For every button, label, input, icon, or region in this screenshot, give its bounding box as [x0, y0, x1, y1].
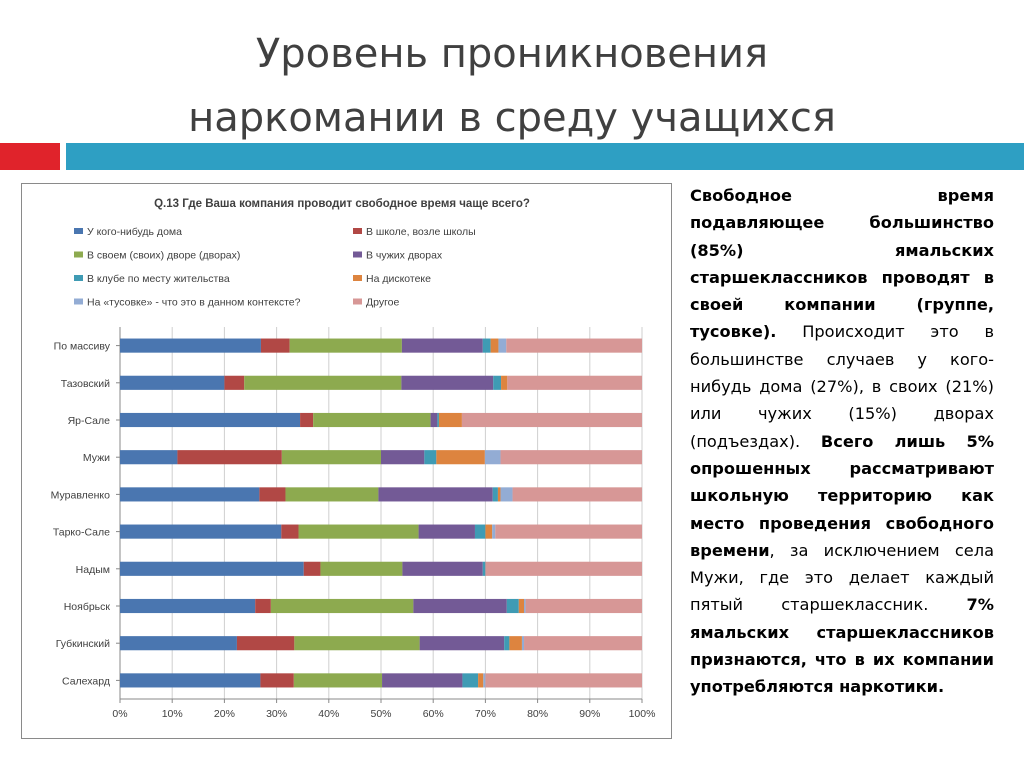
bar-segment: [485, 562, 642, 576]
x-tick-label: 90%: [579, 708, 601, 720]
bar-segment: [507, 376, 642, 390]
bar-segment: [237, 636, 294, 650]
bar-segment: [483, 339, 491, 353]
bar-segment: [420, 636, 505, 650]
category-label: Тарко-Сале: [52, 526, 110, 539]
bar-segment: [255, 599, 271, 613]
bar-segment: [436, 450, 485, 464]
category-label: Муравленко: [50, 489, 110, 502]
category-label: Надым: [75, 563, 110, 576]
bar-segment: [507, 599, 519, 613]
bar-segment: [320, 562, 402, 576]
bar-segment: [285, 487, 378, 501]
bar-segment: [462, 413, 642, 427]
bar-segment: [261, 339, 290, 353]
bar-segment: [120, 413, 300, 427]
x-tick-label: 0%: [112, 708, 128, 720]
x-tick-label: 80%: [527, 708, 549, 720]
bar-segment: [504, 636, 509, 650]
bar-segment: [120, 487, 259, 501]
bar-segment: [177, 450, 281, 464]
chart-title: Q.13 Где Ваша компания проводит свободное время чаще всего?: [154, 198, 530, 210]
x-tick-label: 100%: [628, 708, 656, 720]
accent-bar-red: [0, 143, 60, 170]
slide-title-line-1: Уровень проникновения: [255, 31, 769, 77]
legend-swatch: [353, 228, 362, 234]
bar-segment: [281, 525, 298, 539]
bar-segment: [431, 413, 438, 427]
bar-segment: [485, 525, 492, 539]
bar-segment: [439, 413, 462, 427]
bar-segment: [282, 450, 381, 464]
bar-segment: [120, 450, 177, 464]
summary-normal-2: , за исключением села Мужи, где это делает каждый пятый старшеклассник.: [690, 540, 994, 615]
category-label: Мужи: [82, 452, 110, 465]
bar-segment: [271, 599, 414, 613]
summary-bold-3: 7% ямальских старшеклассников признаются, что в их компании употребляются наркотики.: [690, 595, 994, 697]
bar-segment: [522, 636, 524, 650]
legend-swatch: [353, 275, 362, 281]
slide-title: [0, 22, 1024, 150]
bar-segment: [402, 562, 482, 576]
bar-segment: [244, 376, 401, 390]
bar-segment: [259, 487, 285, 501]
category-label: Салехард: [62, 675, 110, 688]
bar-segment: [493, 487, 498, 501]
summary-bold-1: Свободное время подавляющее большинство (85%) ямальских старшеклассников проводят в своей компании (группе, тусовке).: [690, 186, 994, 342]
bar-segment: [413, 599, 506, 613]
slide-title-line-2: наркомании в среду учащихся: [188, 95, 836, 141]
bar-segment: [382, 673, 462, 687]
category-label: Яр-Сале: [67, 415, 110, 427]
legend-label: В своем (своих) дворе (дворах): [87, 249, 241, 262]
category-label: Ноябрьск: [63, 601, 110, 613]
bar-segment: [378, 487, 492, 501]
bar-segment: [513, 487, 642, 501]
bar-segment: [381, 450, 424, 464]
legend-label: Другое: [366, 296, 400, 309]
bar-segment: [462, 673, 478, 687]
summary-text: [690, 182, 994, 701]
legend-swatch: [74, 299, 83, 305]
summary-bold-2: Всего лишь 5% опрошенных рассматривают школьную территорию как место проведения свободного времени: [690, 431, 994, 560]
bar-segment: [498, 487, 501, 501]
bar-segment: [290, 339, 402, 353]
bar-segment: [491, 339, 499, 353]
bar-segment: [294, 673, 382, 687]
category-label: Губкинский: [55, 638, 110, 651]
bar-segment: [120, 673, 260, 687]
bar-segment: [478, 673, 483, 687]
bar-segment: [475, 525, 485, 539]
bar-segment: [437, 413, 439, 427]
bar-segment: [483, 562, 486, 576]
bar-segment: [401, 376, 493, 390]
x-tick-label: 40%: [318, 708, 340, 720]
bar-segment: [299, 525, 419, 539]
bar-segment: [120, 562, 304, 576]
bar-segment: [495, 525, 642, 539]
bar-segment: [501, 376, 507, 390]
legend-label: На «тусовке» - что это в данном контексте?: [87, 296, 301, 309]
bar-segment: [498, 339, 506, 353]
bar-segment: [493, 376, 501, 390]
bar-segment: [506, 339, 642, 353]
legend-swatch: [74, 252, 83, 258]
stacked-bar-chart: [22, 184, 671, 738]
legend-label: У кого-нибудь дома: [87, 226, 182, 238]
legend-swatch: [353, 252, 362, 258]
bar-segment: [492, 525, 495, 539]
legend-label: На дискотеке: [366, 273, 431, 285]
bar-segment: [300, 413, 313, 427]
category-label: Тазовский: [60, 377, 110, 390]
x-tick-label: 60%: [422, 708, 444, 720]
bar-segment: [294, 636, 419, 650]
bar-segment: [120, 525, 281, 539]
x-tick-label: 20%: [213, 708, 235, 720]
accent-bar-blue: [66, 143, 1024, 170]
legend-label: В клубе по месту жительства: [87, 273, 230, 285]
bar-segment: [419, 525, 475, 539]
bar-segment: [526, 599, 642, 613]
x-tick-label: 50%: [370, 708, 392, 720]
bar-segment: [120, 599, 255, 613]
legend-swatch: [74, 228, 83, 234]
bar-segment: [501, 487, 513, 501]
bar-segment: [120, 636, 237, 650]
bar-segment: [485, 450, 501, 464]
legend-label: В чужих дворах: [366, 249, 443, 262]
chart-frame: [21, 183, 672, 739]
bar-segment: [313, 413, 430, 427]
bar-segment: [483, 673, 485, 687]
bar-segment: [260, 673, 293, 687]
bar-segment: [424, 450, 436, 464]
bar-segment: [519, 599, 524, 613]
x-tick-label: 70%: [474, 708, 496, 720]
legend-swatch: [353, 299, 362, 305]
bar-segment: [304, 562, 321, 576]
bar-segment: [509, 636, 522, 650]
bar-segment: [120, 376, 224, 390]
x-tick-label: 30%: [266, 708, 288, 720]
bar-segment: [402, 339, 483, 353]
category-label: По массиву: [53, 340, 110, 353]
bar-segment: [501, 450, 642, 464]
bar-segment: [224, 376, 244, 390]
legend-label: В школе, возле школы: [366, 226, 476, 238]
bar-segment: [485, 673, 642, 687]
bar-segment: [120, 339, 261, 353]
legend-swatch: [74, 275, 83, 281]
bar-segment: [524, 599, 526, 613]
summary-normal-1: Происходит это в большинстве случаев у кого-нибудь дома (27%), в своих (21%) или чужих (15%) дворах (подъездах).: [690, 322, 994, 451]
bar-segment: [524, 636, 642, 650]
x-tick-label: 10%: [161, 708, 183, 720]
